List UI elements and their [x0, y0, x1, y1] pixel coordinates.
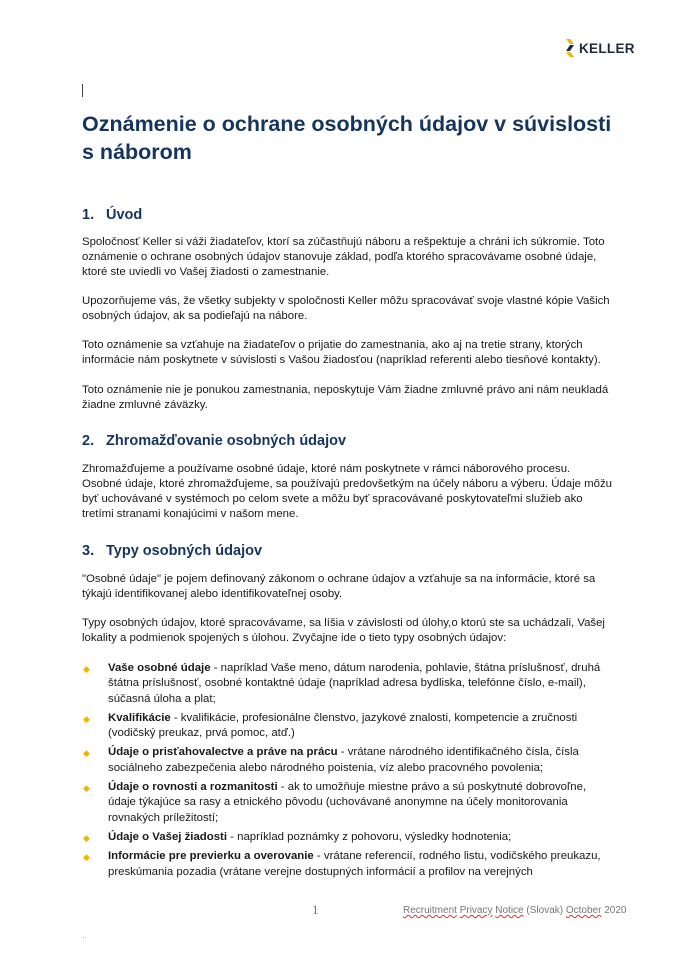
section-number: 3. [82, 543, 95, 559]
section-number: 2. [82, 433, 95, 449]
paragraph: Spoločnosť Keller si váži žiadateľov, ktorí sa zúčastňujú náboru a rešpektuje a chráni ich súkromie. Toto oznámenie o ochrane osobných údajov stanovuje základ, podľa ktorého spracovávame osobné údaje, ktoré ste uviedli vo Vašej žiadosti o zamestnanie. [82, 236, 605, 279]
list-item-text: - kvalifikácie, profesionálne členstvo, jazykové znalosti, kompetencie a zručnosti (vodičský preukaz, prvá pomoc, atď.) [108, 711, 578, 740]
footer-word: (Slovak) [526, 905, 564, 916]
bullet-icon: ◆ [83, 664, 90, 674]
paragraph: Typy osobných údajov, ktoré spracovávame, sa líšia v závislosti od úlohy,o ktorú ste sa uchádzali, Vašej lokality a podmienok spojených s úlohou. Zvyčajne ide o tieto typy osobných údajov: [82, 617, 605, 645]
list-item-text: - napríklad Vaše meno, dátum narodenia, pohlavie, štátna príslušnosť, druhá štátna príslušnosť, osobné kontaktné údaje (napríklad adresa bydliska, telefónne číslo, e-mail), súčasná úloha a plat; [108, 662, 601, 705]
section-heading-collection [82, 433, 346, 449]
logo-text: KELLER [579, 40, 635, 56]
list-item [82, 661, 612, 707]
list-item-text: - vrátane národného identifikačného čísla, čísla sociálneho zabezpečenia alebo národného poistenia, víz alebo pracovného povolenia; [108, 746, 579, 774]
footer-word: 2020 [604, 905, 627, 916]
keller-logo-mark-icon [566, 39, 575, 57]
list-item-text: - napríklad poznámky z pohovoru, výsledky hodnotenia; [227, 830, 512, 843]
section-heading-intro [82, 207, 142, 223]
list-item [82, 780, 612, 826]
paragraph: "Osobné údaje" je pojem definovaný zákonom o ochrane údajov a vzťahuje sa na informácie, ktoré sa týkajú identifikovanej alebo identifikovateľnej osoby. [82, 573, 596, 601]
list-item [82, 849, 612, 880]
keller-logo [566, 39, 635, 57]
list-item-text: - vrátane referencií, rodného listu, vodičského preukazu, preskúmania pozadia (vrátane verejne dostupných informácií a profilov na verejných [108, 850, 601, 878]
footer-word: Privacy [459, 905, 493, 916]
list-item-term: Vaše osobné údaje [108, 662, 211, 674]
list-item-term: Informácie pre previerku a overovanie [108, 850, 314, 863]
bullet-icon: ◆ [83, 832, 90, 843]
list-item [82, 745, 612, 776]
footer-word: October [565, 905, 602, 916]
footer-word: Notice [495, 905, 524, 916]
list-item-term: Údaje o prisťahovalectve a práve na prácu [108, 746, 338, 759]
list-item [82, 711, 612, 742]
section-title: Úvod [106, 207, 143, 223]
section-title: Zhromažďovanie osobných údajov [106, 433, 347, 449]
list-item-term: Údaje o rovnosti a rozmanitosti [108, 781, 278, 794]
list-item [82, 830, 612, 845]
paragraph: Toto oznámenie nie je ponukou zamestnania, neposkytuje Vám žiadne zmluvné právo ani nám neukladá žiadne zmluvné záväzky. [82, 384, 609, 412]
section-heading-types [82, 543, 262, 559]
text-cursor [82, 84, 83, 97]
personal-data-types-list [82, 661, 612, 884]
list-item-text: - ak to umožňuje miestne právo a sú poskytnuté dobrovoľne, údaje týkajúce sa rasy a etnického pôvodu (uchovávané anonymne na účely monitorovania rovnakých príležitostí; [108, 781, 587, 824]
page-title: Oznámenie o ochrane osobných údajov v súvislosti s náborom [82, 112, 612, 164]
bullet-icon: ◆ [83, 783, 90, 794]
footer-note [403, 905, 626, 916]
list-item-term: Kvalifikácie [108, 711, 171, 724]
page-number: 1 [312, 902, 319, 917]
bullet-icon: ◆ [83, 748, 90, 759]
paragraph: Upozorňujeme vás, že všetky subjekty v spoločnosti Keller môžu spracovávať svoje vlastné kópie Vašich osobných údajov, ak sa podieľajú na nábore. [82, 295, 610, 323]
paragraph: Zhromažďujeme a používame osobné údaje, ktoré nám poskytnete v rámci náborového procesu. Osobné údaje, ktoré zhromažďujeme, sa používajú predovšetkým na účely náboru a výberu. Údaje môžu byť uchovávané v systémoch po celom svete a môžu byť spracovávané poskytovateľmi služieb ako tretími stranami konajúcimi v našom mene. [82, 463, 612, 521]
bullet-icon: ◆ [83, 713, 90, 724]
footer-word: Recruitment [403, 905, 457, 916]
bullet-icon: ◆ [83, 852, 90, 863]
section-number: 1. [82, 207, 95, 223]
paragraph: Toto oznámenie sa vzťahuje na žiadateľov o prijatie do zamestnania, ako aj na tretie strany, ktorých informácie nám poskytnete v súvislosti s Vašou žiadosťou (napríklad referenti alebo tiesňové kontakty). [82, 339, 601, 367]
section-title: Typy osobných údajov [106, 543, 263, 559]
page-mark [83, 937, 84, 938]
list-item-term: Údaje o Vašej žiadosti [108, 830, 228, 843]
